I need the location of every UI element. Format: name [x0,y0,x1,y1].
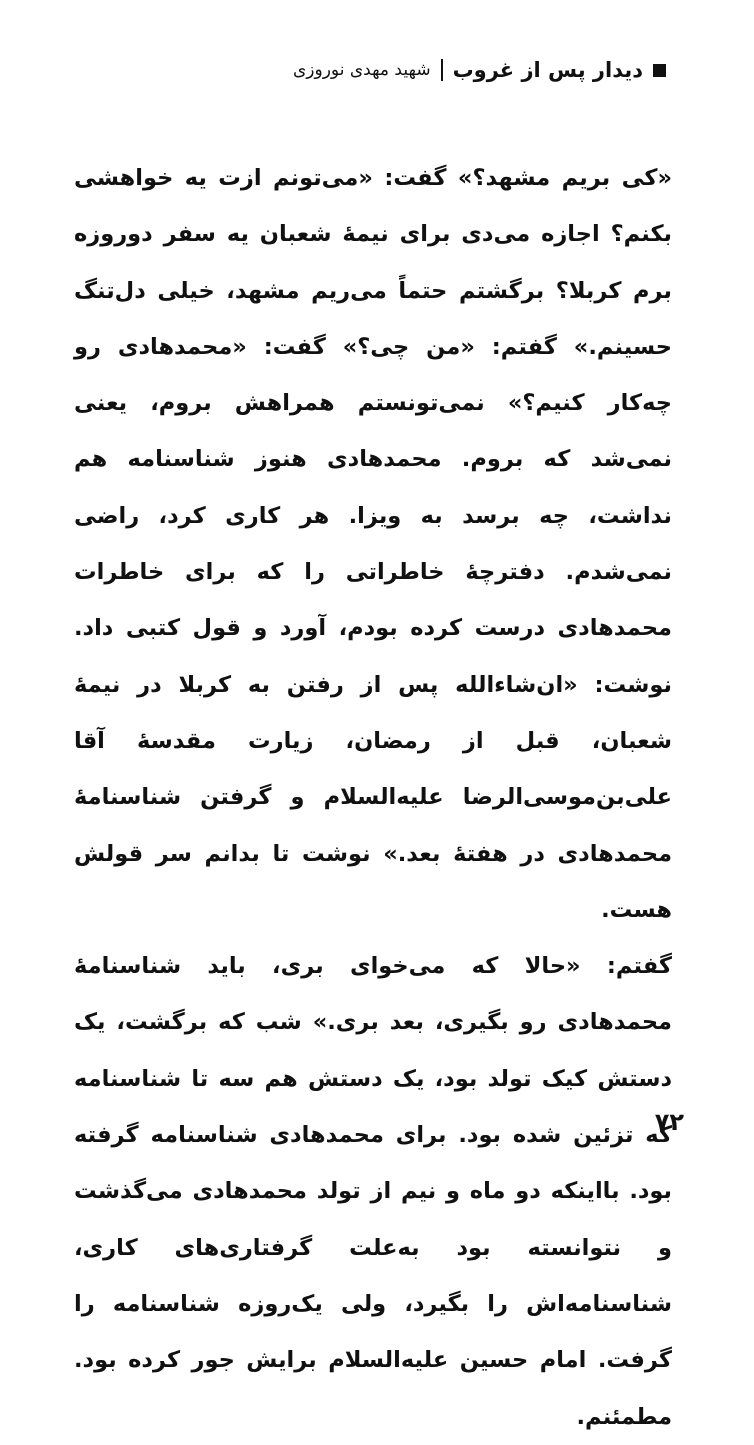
paragraph-2: گفتم: «حالا که می‌خوای بری، باید شناسنامهٔ محمدهادی رو بگیری، بعد بری.» شب که برگشت، یک دستش کیک تولد بود، یک دستش هم سه تا شناسنامه که تزئین شده بود. برای محمدهادی شناسنامه گرفته بود. بااینکه دو ماه و نیم از تولد محمدهادی می‌گذشت و نتوانسته بود به‌علت گرفتاری‌های کاری، شناسنامه‌اش را بگیرد، ولی یک‌روزه شناسنامه را گرفت. امام حسین علیه‌السلام برایش جور کرده بود. مطمئنم. [74,953,672,1430]
header-divider [441,59,443,81]
header-square-icon [653,64,666,77]
body-text [74,150,672,1445]
running-header [293,58,666,82]
paragraph-1: «کی بریم مشهد؟» گفت: «می‌تونم ازت یه خواهشی بکنم؟ اجازه می‌دی برای نیمهٔ شعبان یه سفر دوروزه برم کربلا؟ برگشتم حتماً می‌ریم مشهد، خیلی دل‌تنگ حسینم.» گفتم: «من چی؟» گفت: «محمدهادی رو چه‌کار کنیم؟» نمی‌تونستم همراهش بروم، یعنی نمی‌شد که بروم. محمدهادی هنوز شناسنامه هم نداشت، چه برسد به ویزا. هر کاری کرد، راضی نمی‌شدم. دفترچهٔ خاطراتی را که برای خاطرات محمدهادی درست کرده بودم، آورد و قول کتبی داد. نوشت: «ان‌شاءالله پس از رفتن به کربلا در نیمهٔ شعبان، قبل از رمضان، زیارت مقدسهٔ آقا علی‌بن‌موسی‌الرضا علیه‌السلام و گرفتن شناسنامهٔ محمدهادی در هفتهٔ بعد.» نوشت تا بدانم سر قولش هست. [74,165,672,923]
author-name: شهید مهدی نوروزی [293,60,431,80]
book-title: دیدار پس از غروب [452,58,643,82]
page-number: ۷۲ [654,1108,684,1136]
